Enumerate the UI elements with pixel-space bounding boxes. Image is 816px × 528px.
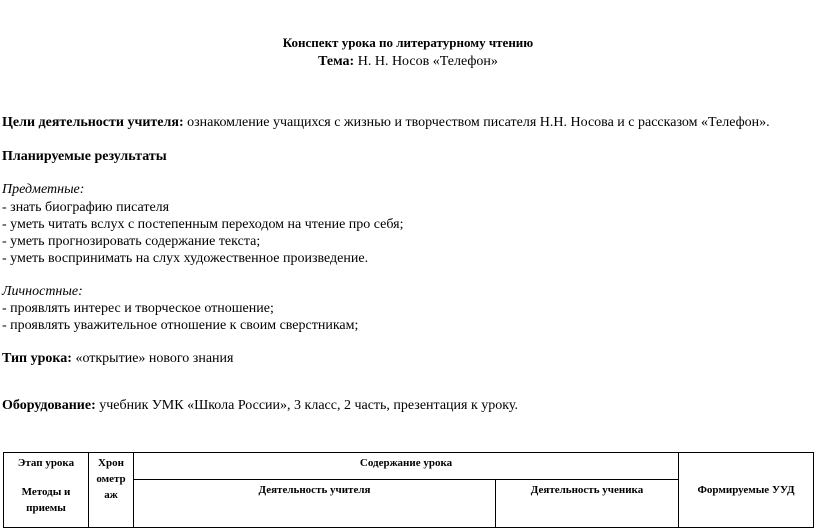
- goals-label: Цели деятельности учителя:: [2, 115, 184, 130]
- col-teacher-header: Деятельность учителя: [134, 480, 496, 528]
- col-time-header: Хрон ометр аж: [89, 453, 134, 528]
- col-uud-header: Формируемые УУД: [679, 453, 814, 528]
- equipment: [2, 398, 518, 414]
- personal-result-item: - проявлять уважительное отношение к своим сверстникам;: [2, 318, 359, 333]
- personal-result-item: - проявлять интерес и творческое отношение;: [2, 301, 274, 316]
- col-stage-header: Этап урока Методы и приемы: [4, 453, 89, 528]
- table-header-row: [4, 453, 814, 480]
- col-student-header: Деятельность ученика: [496, 480, 679, 528]
- theme-label: Тема:: [318, 54, 355, 69]
- subject-result-item: - уметь прогнозировать содержание текста;: [2, 234, 261, 249]
- teacher-goals: [2, 115, 770, 131]
- lesson-type: [2, 351, 233, 367]
- document-title: Конспект урока по литературному чтению: [282, 35, 534, 50]
- equipment-text: учебник УМК «Школа России», 3 класс, 2 часть, презентация к уроку.: [95, 398, 518, 413]
- lesson-theme: [0, 54, 816, 70]
- subject-result-item: - знать биографию писателя: [2, 200, 170, 215]
- goals-text: ознакомление учащихся с жизнью и творчеством писателя Н.Н. Носова и с рассказом «Телефон».: [183, 115, 770, 130]
- lesson-type-label: Тип урока:: [2, 351, 72, 366]
- col-content-header: Содержание урока: [134, 453, 679, 480]
- subject-result-item: - уметь воспринимать на слух художественное произведение.: [2, 251, 369, 266]
- subject-results-heading: Предметные:: [2, 182, 85, 197]
- results-heading: Планируемые результаты: [2, 149, 167, 164]
- personal-results-heading: Личностные:: [2, 284, 83, 299]
- lesson-type-text: «открытие» нового знания: [71, 351, 234, 366]
- subject-result-item: - уметь читать вслух с постепенным переходом на чтение про себя;: [2, 217, 404, 232]
- equipment-label: Оборудование:: [2, 398, 96, 413]
- lesson-plan-table: [3, 452, 814, 528]
- theme-value: Н. Н. Носов «Телефон»: [354, 54, 498, 69]
